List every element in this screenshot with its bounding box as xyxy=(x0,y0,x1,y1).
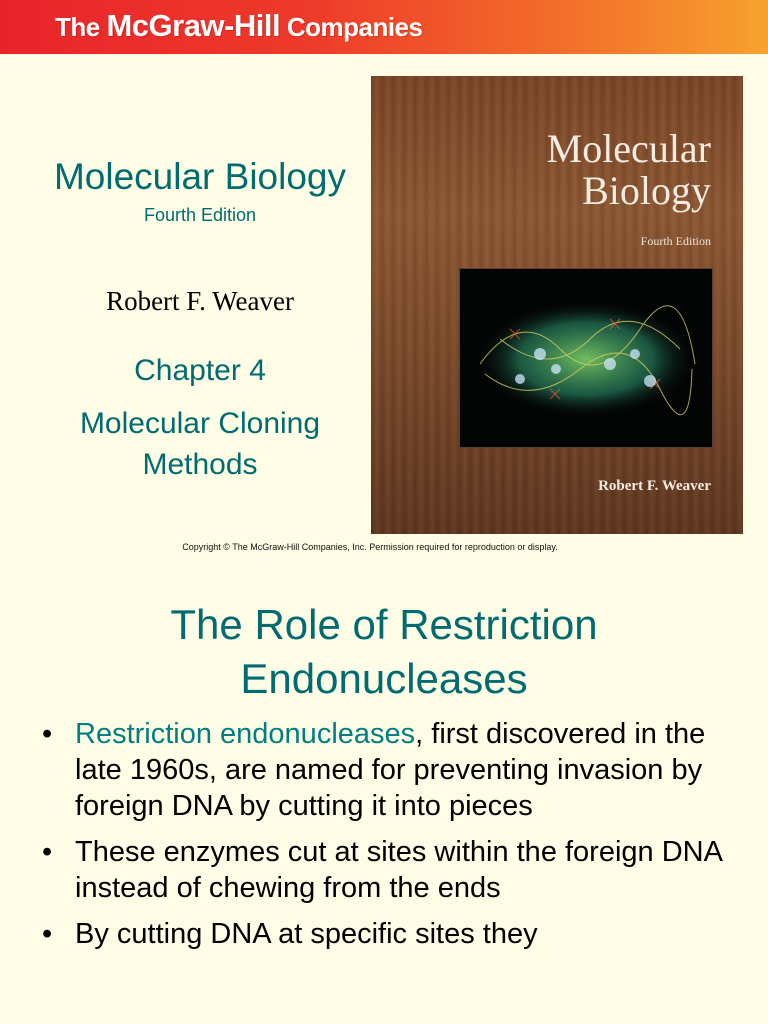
cover-author: Robert F. Weaver xyxy=(598,478,711,494)
book-author: Robert F. Weaver xyxy=(106,286,294,316)
bullet-item xyxy=(42,716,742,824)
publisher-logo xyxy=(55,8,422,44)
bullet-dot: • xyxy=(42,836,53,868)
bullet-dot: • xyxy=(42,718,53,750)
bullet-item xyxy=(42,834,742,906)
book-edition: Fourth Edition xyxy=(143,205,257,225)
slide-title xyxy=(0,598,768,706)
chapter-title-line1: Molecular Cloning xyxy=(79,407,321,440)
book-cover-image xyxy=(371,76,743,534)
bullet-text: By cutting DNA at specific sites they xyxy=(75,918,538,950)
logo-part-the: The xyxy=(55,12,107,42)
slide-title-line1: The Role of Restriction xyxy=(170,601,598,648)
slide-title-line2: Endonucleases xyxy=(240,655,528,702)
logo-part-mcgraw-hill: McGraw-Hill xyxy=(106,8,281,43)
chapter-title xyxy=(0,403,400,485)
cover-title xyxy=(547,128,711,212)
protein-structure-graphic xyxy=(460,269,712,447)
logo-part-companies: Companies xyxy=(280,12,423,42)
book-title: Molecular Biology xyxy=(53,156,347,197)
bullet-dot: • xyxy=(42,918,53,950)
chapter-title-line2: Methods xyxy=(142,448,258,481)
chapter-number: Chapter 4 xyxy=(134,354,266,387)
copyright-notice: Copyright © The McGraw-Hill Companies, Inc. Permission required for reproduction or display. xyxy=(182,542,558,552)
cover-title-line2: Biology xyxy=(582,168,711,213)
cover-title-line1: Molecular xyxy=(546,126,711,171)
bullet-list xyxy=(42,716,742,962)
bullet-text: , first discovered in the late 1960s, are named for preventing invasion by foreign DNA by cutting it into pieces xyxy=(75,718,706,822)
publisher-banner xyxy=(0,0,768,54)
protein-structure-illustration xyxy=(459,268,713,448)
bullet-item xyxy=(42,916,742,952)
bullet-highlight: Restriction endonucleases xyxy=(75,718,416,750)
cover-edition: Fourth Edition xyxy=(640,234,711,248)
bullet-text: These enzymes cut at sites within the foreign DNA instead of chewing from the ends xyxy=(75,836,722,904)
